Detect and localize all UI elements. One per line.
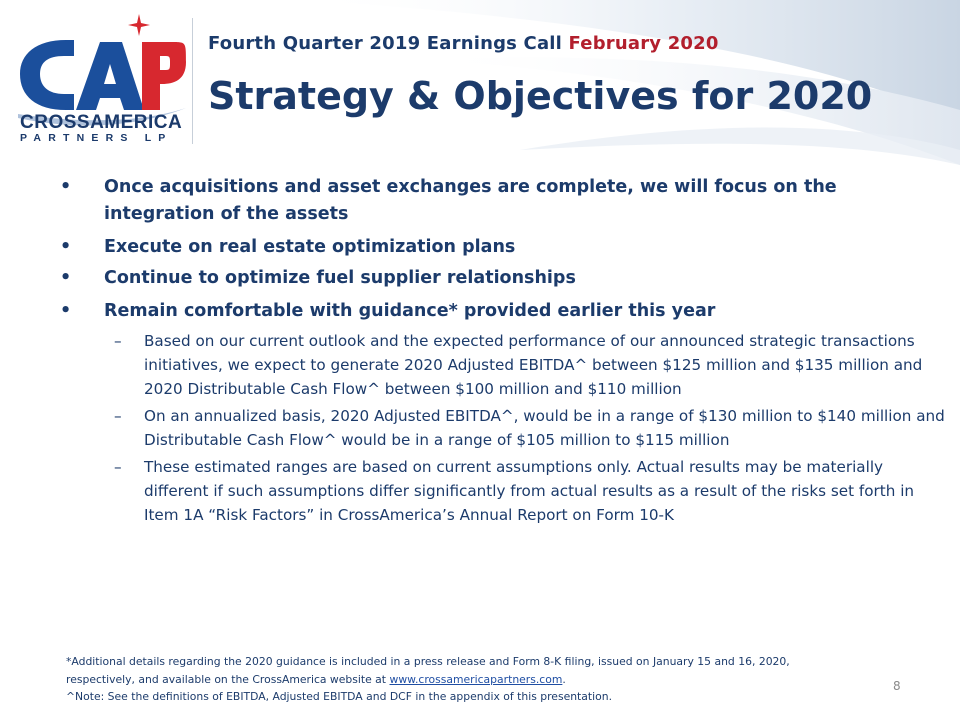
footnote-line: *Additional details regarding the 2020 guidance is included in a press release and Form 8-K filing, issued on January 15 and 16, 2020,	[66, 655, 790, 668]
bullet-item	[60, 174, 945, 228]
footnote-text: .	[562, 672, 566, 686]
bullet-text: Remain comfortable with guidance* provided earlier this year	[104, 301, 716, 321]
footnote-line	[66, 671, 866, 689]
header-divider	[192, 18, 193, 144]
event-date: February 2020	[568, 33, 719, 54]
bullet-item	[60, 234, 945, 261]
sub-bullet-item	[60, 455, 945, 527]
sub-bullet-text: Based on our current outlook and the expected performance of our announced strategic transactions initiatives, we expect to generate 2020 Adjusted EBITDA^ between $125 million and $135 million and 2020 Distributable Cash Flow^ between $100 million and $110 million	[144, 332, 923, 398]
bullet-mark: •	[60, 301, 72, 321]
footnote-text: respectively, and available on the CrossAmerica website at	[66, 672, 390, 686]
website-link[interactable]: www.crossamericapartners.com	[389, 672, 563, 686]
event-subtitle	[208, 33, 719, 54]
logo-wordmark: CROSSAMERICA	[20, 112, 183, 133]
sub-bullet-text: On an annualized basis, 2020 Adjusted EBITDA^, would be in a range of $130 million to $140 million and Distributable Cash Flow^ would be in a range of $105 million to $115 million	[144, 407, 945, 449]
star-icon	[128, 14, 150, 36]
sub-bullet-mark: –	[114, 458, 122, 476]
sub-bullet-item	[60, 329, 945, 401]
page-title: Strategy & Objectives for 2020	[208, 74, 873, 118]
bullet-item	[60, 298, 945, 325]
bullet-text: Once acquisitions and asset exchanges are complete, we will focus on the integration of the assets	[104, 177, 837, 224]
bullet-mark: •	[60, 237, 72, 257]
page-number: 8	[893, 679, 901, 693]
sub-bullet-text: These estimated ranges are based on current assumptions only. Actual results may be materially different if such assumptions differ significantly from actual results as a result of the risks set forth in Item 1A “Risk Factors” in CrossAmerica’s Annual Report on Form 10-K	[144, 458, 915, 524]
footnote	[66, 653, 866, 706]
event-name: Fourth Quarter 2019 Earnings Call	[208, 33, 563, 54]
sub-bullet-item	[60, 404, 945, 452]
bullet-item	[60, 265, 945, 292]
bullet-text: Continue to optimize fuel supplier relationships	[104, 268, 576, 288]
bullet-mark: •	[60, 177, 72, 197]
logo-subwordmark: PARTNERS LP	[20, 132, 173, 144]
sub-bullet-mark: –	[114, 407, 122, 425]
slide-content	[60, 174, 945, 530]
sub-bullet-mark: –	[114, 332, 122, 350]
footnote-line: ^Note: See the definitions of EBITDA, Adjusted EBITDA and DCF in the appendix of this presentation.	[66, 690, 613, 703]
bullet-text: Execute on real estate optimization plans	[104, 237, 516, 257]
bullet-mark: •	[60, 268, 72, 288]
